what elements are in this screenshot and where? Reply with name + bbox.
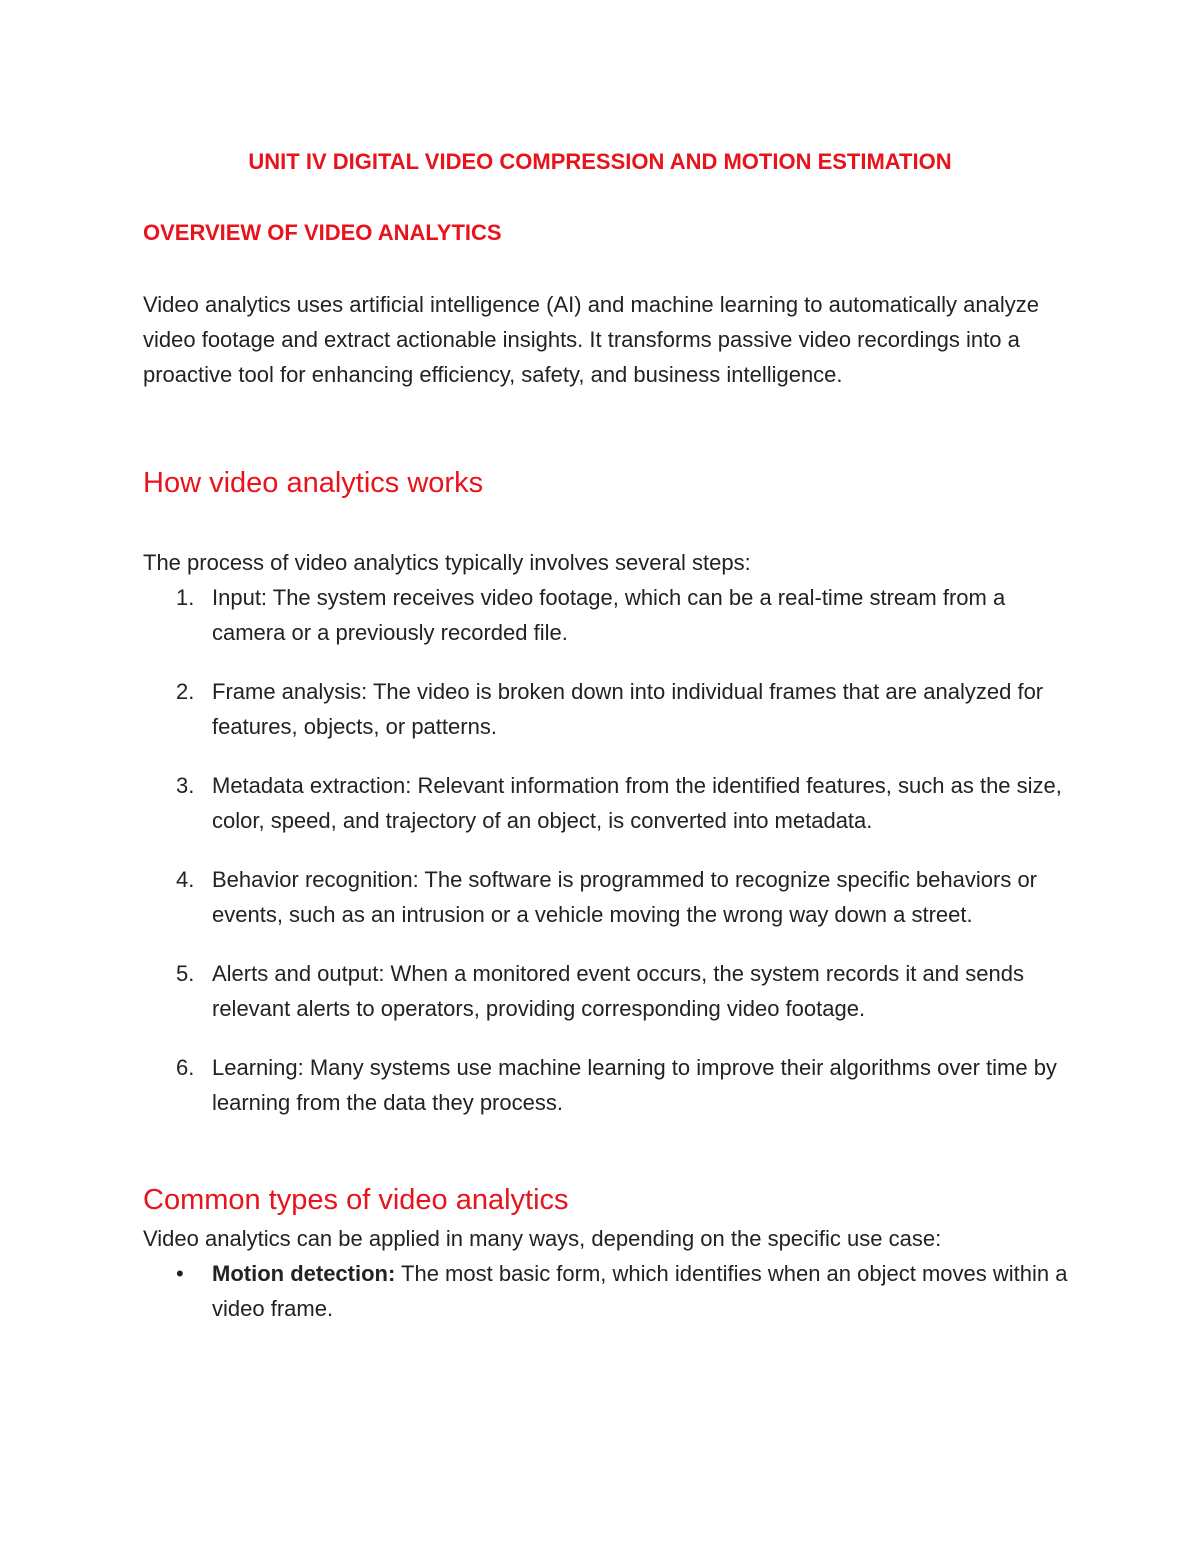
list-item — [143, 768, 1073, 838]
step-text: Input: The system receives video footage, which can be a real-time stream from a camera or a previously recorded file. — [212, 585, 1006, 645]
step-number: 6. — [176, 1055, 195, 1080]
list-item — [143, 1050, 1073, 1120]
step-number: 2. — [176, 679, 195, 704]
types-intro: Video analytics can be applied in many ways, depending on the specific use case: — [143, 1226, 942, 1251]
step-number: 4. — [176, 867, 195, 892]
step-number: 3. — [176, 773, 195, 798]
step-text: Learning: Many systems use machine learning to improve their algorithms over time by learning from the data they process. — [212, 1055, 1057, 1115]
types-heading: Common types of video analytics — [143, 1184, 569, 1216]
type-description: The most basic form, which identifies when an object moves within a video frame. — [212, 1261, 1068, 1321]
step-number: 1. — [176, 585, 195, 610]
list-item — [143, 862, 1073, 932]
step-text: Alerts and output: When a monitored event occurs, the system records it and sends relevant alerts to operators, providing corresponding video footage. — [212, 961, 1024, 1021]
overview-title: OVERVIEW OF VIDEO ANALYTICS — [143, 220, 502, 245]
type-term: Motion detection: — [212, 1261, 396, 1286]
step-text: Behavior recognition: The software is programmed to recognize specific behaviors or events, such as an intrusion or a vehicle moving the wrong way down a street. — [212, 867, 1037, 927]
steps-list — [143, 580, 1073, 1144]
list-item — [143, 1256, 1073, 1326]
how-it-works-heading: How video analytics works — [143, 467, 484, 499]
steps-intro: The process of video analytics typically involves several steps: — [143, 550, 751, 575]
list-item — [143, 956, 1073, 1026]
step-text: Metadata extraction: Relevant information from the identified features, such as the size, color, speed, and trajectory of an object, is converted into metadata. — [212, 773, 1062, 833]
step-number: 5. — [176, 961, 195, 986]
unit-title: UNIT IV DIGITAL VIDEO COMPRESSION AND MOTION ESTIMATION — [248, 149, 952, 174]
list-item — [143, 674, 1073, 744]
list-item — [143, 580, 1073, 650]
types-list — [143, 1256, 1073, 1326]
step-text: Frame analysis: The video is broken down into individual frames that are analyzed for features, objects, or patterns. — [212, 679, 1044, 739]
intro-paragraph: Video analytics uses artificial intelligence (AI) and machine learning to automatically analyze video footage and extract actionable insights. It transforms passive video recordings into a proactive tool for enhancing efficiency, safety, and business intelligence. — [143, 292, 1039, 387]
bullet-icon: • — [176, 1261, 184, 1286]
